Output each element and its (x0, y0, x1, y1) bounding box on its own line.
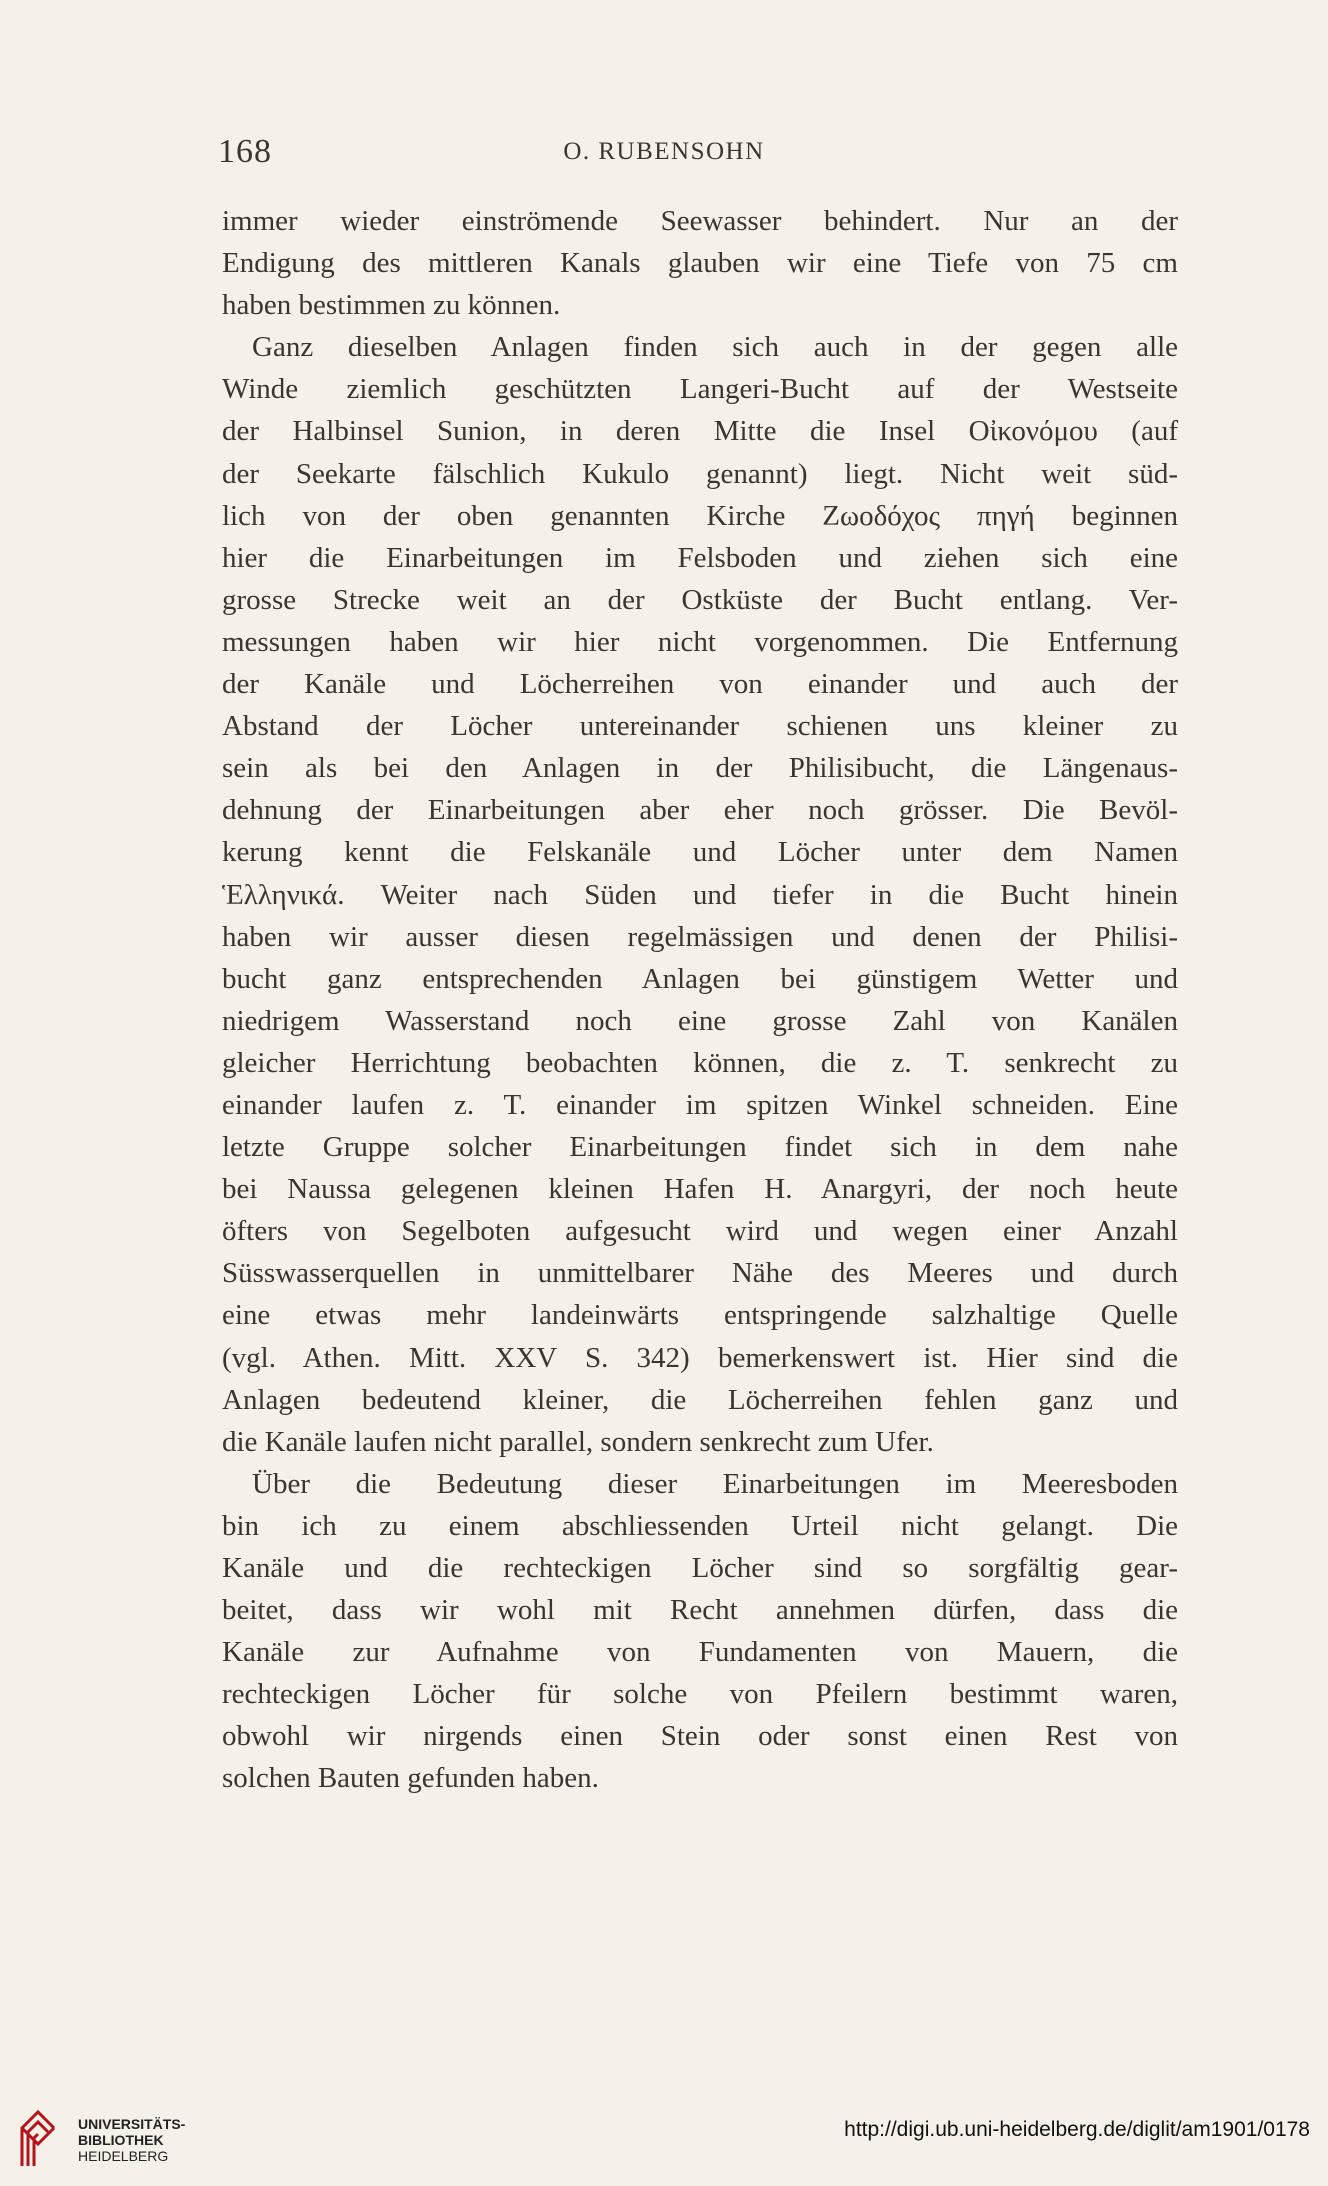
text-line: niedrigem Wasserstand noch eine grosse Zahl von Kanälen (222, 1004, 1178, 1037)
library-name-line3: HEIDELBERG (78, 2148, 169, 2164)
text-line: rechteckigen Löcher für solche von Pfeilern bestimmt waren, (222, 1678, 1178, 1711)
text-line: der Seekarte fälschlich Kukulo genannt) liegt. Nicht weit süd- (222, 457, 1178, 490)
text-line: sein als bei den Anlagen in der Philisibucht, die Längenaus- (222, 752, 1178, 785)
text-line: (vgl. Athen. Mitt. XXV S. 342) bemerkenswert ist. Hier sind die (222, 1341, 1178, 1374)
library-name-line1: UNIVERSITÄTS- (78, 2116, 186, 2132)
text-line: obwohl wir nirgends einen Stein oder sonst einen Rest von (222, 1720, 1178, 1753)
source-url-link[interactable]: http://digi.ub.uni-heidelberg.de/diglit/am1901/0178 (844, 2118, 1310, 2141)
text-line: Ἑλληνικά. Weiter nach Süden und tiefer in die Bucht hinein (222, 878, 1178, 911)
footer (0, 2100, 1328, 2186)
text-line: öfters von Segelboten aufgesucht wird und wegen einer Anzahl (222, 1215, 1178, 1248)
text-line: messungen haben wir hier nicht vorgenommen. Die Entfernung (222, 625, 1178, 658)
text-line: grosse Strecke weit an der Ostküste der Bucht entlang. Ver- (222, 583, 1178, 616)
text-line: haben wir ausser diesen regelmässigen und denen der Philisi- (222, 920, 1178, 953)
text-line: hier die Einarbeitungen im Felsboden und ziehen sich eine (222, 541, 1178, 574)
text-line: Kanäle zur Aufnahme von Fundamenten von Mauern, die (222, 1636, 1178, 1669)
text-line: beitet, dass wir wohl mit Recht annehmen dürfen, dass die (222, 1594, 1178, 1627)
text-line: immer wieder einströmende Seewasser behindert. Nur an der (222, 205, 1178, 237)
page-number: 168 (218, 133, 272, 170)
text-line: die Kanäle laufen nicht parallel, sondern senkrecht zum Ufer. (222, 1425, 934, 1458)
text-line: Über die Bedeutung dieser Einarbeitungen im Meeresboden (252, 1467, 1178, 1500)
text-line: Kanäle und die rechteckigen Löcher sind so sorgfältig gear- (222, 1552, 1178, 1584)
text-line: Endigung des mittleren Kanals glauben wir eine Tiefe von 75 cm (222, 247, 1178, 280)
text-line: der Kanäle und Löcherreihen von einander und auch der (222, 668, 1178, 701)
text-line: der Halbinsel Sunion, in deren Mitte die Insel Οἰκονόμου (auf (222, 415, 1178, 448)
body-text (222, 200, 1178, 1800)
text-line: kerung kennt die Felskanäle und Löcher unter dem Namen (222, 836, 1178, 869)
text-line: Süsswasserquellen in unmittelbarer Nähe des Meeres und durch (222, 1257, 1178, 1290)
text-line: dehnung der Einarbeitungen aber eher noch grösser. Die Bevöl- (222, 794, 1178, 827)
text-line: Ganz dieselben Anlagen finden sich auch in der gegen alle (252, 331, 1178, 364)
text-line: bin ich zu einem abschliessenden Urteil nicht gelangt. Die (222, 1509, 1178, 1542)
text-line: Abstand der Löcher untereinander schienen uns kleiner zu (222, 710, 1178, 743)
library-name (78, 2116, 185, 2164)
text-line: Winde ziemlich geschützten Langeri-Bucht auf der Westseite (222, 373, 1178, 406)
text-line: gleicher Herrichtung beobachten können, die z. T. senkrecht zu (222, 1046, 1178, 1079)
text-line: solchen Bauten gefunden haben. (222, 1762, 599, 1795)
text-line: einander laufen z. T. einander im spitzen Winkel schneiden. Eine (222, 1088, 1178, 1121)
text-line: eine etwas mehr landeinwärts entspringende salzhaltige Quelle (222, 1299, 1178, 1332)
text-line: letzte Gruppe solcher Einarbeitungen findet sich in dem nahe (222, 1131, 1178, 1164)
library-logo-icon[interactable] (18, 2104, 58, 2170)
library-name-line2: BIBLIOTHEK (78, 2132, 164, 2148)
text-line: bei Naussa gelegenen kleinen Hafen H. Anargyri, der noch heute (222, 1173, 1178, 1206)
text-line: haben bestimmen zu können. (222, 289, 561, 322)
text-line: bucht ganz entsprechenden Anlagen bei günstigem Wetter und (222, 962, 1178, 995)
text-line: lich von der oben genannten Kirche Ζωοδόχος πηγή beginnen (222, 499, 1178, 532)
running-head: O. RUBENSOHN (563, 138, 765, 165)
text-line: Anlagen bedeutend kleiner, die Löcherreihen fehlen ganz und (222, 1383, 1178, 1416)
